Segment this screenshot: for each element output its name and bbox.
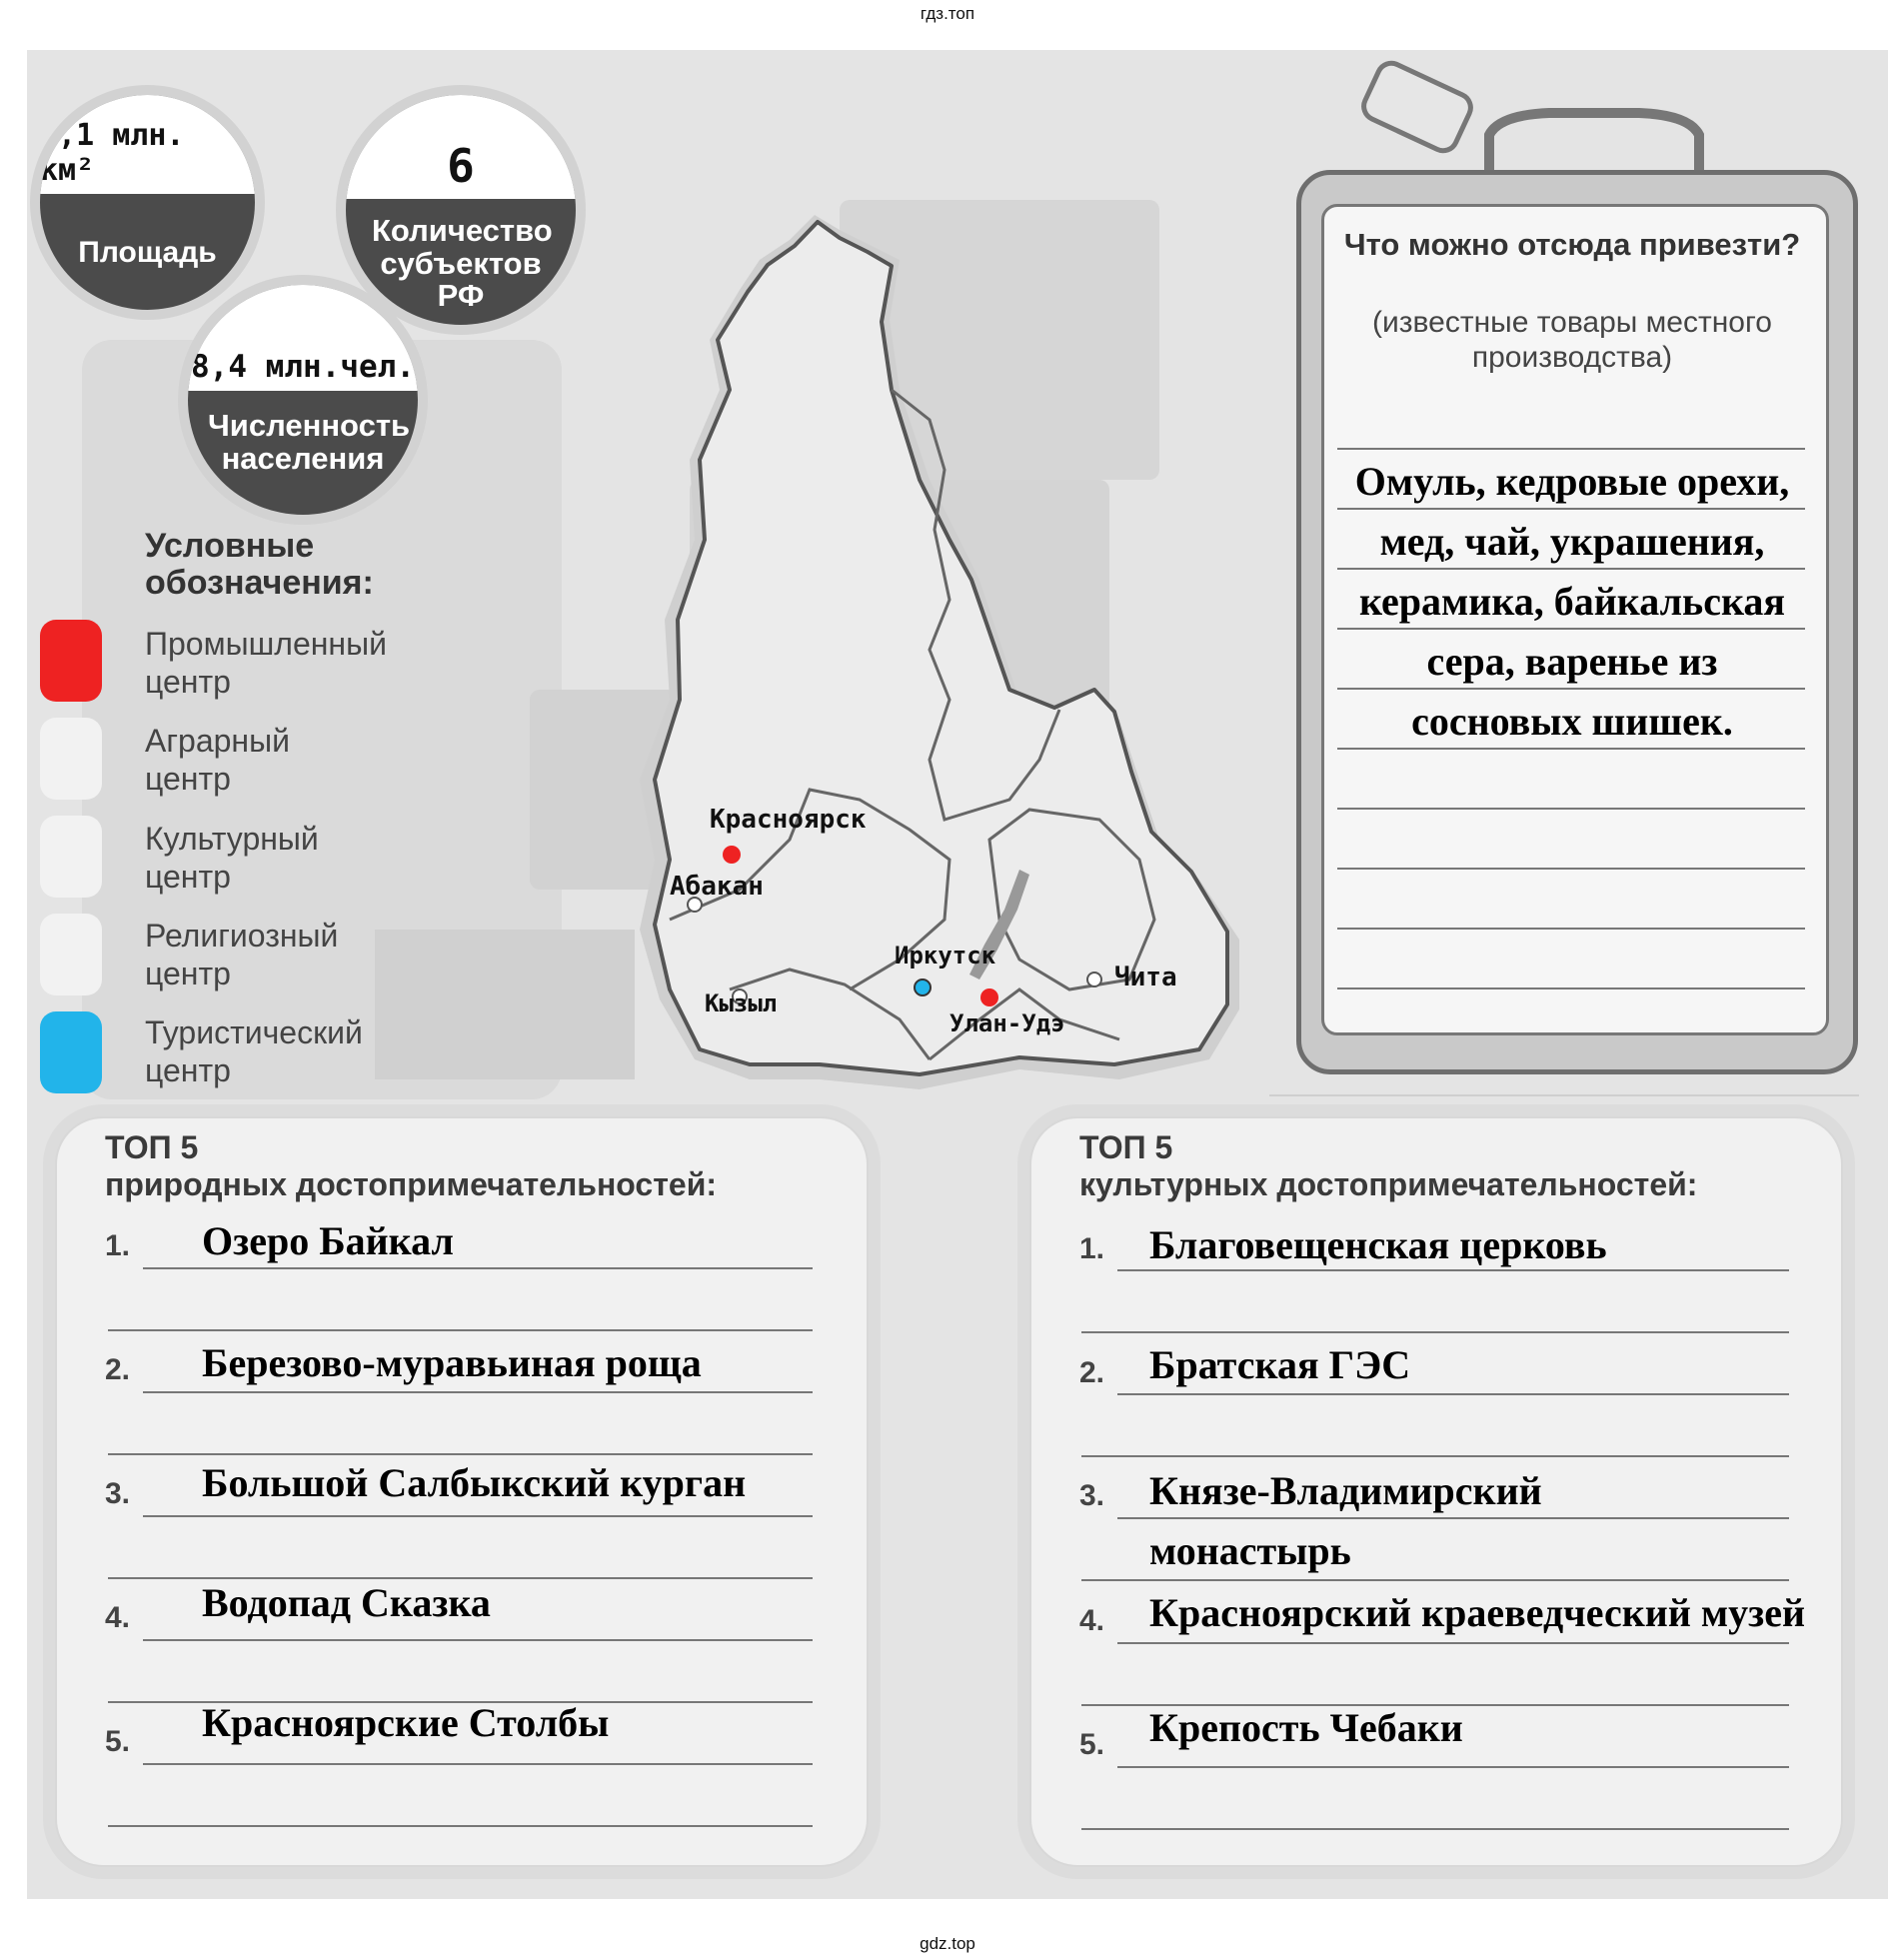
write-line — [1337, 987, 1805, 989]
write-line — [143, 1763, 813, 1765]
write-line — [108, 1453, 813, 1455]
legend-item-tourist: Туристический центр — [145, 1014, 363, 1089]
city-label-abakan: Абакан — [670, 872, 764, 902]
souvenir-subtitle: (известные товары местного производства) — [1372, 306, 1772, 374]
cultural-item-5: Крепость Чебаки — [1149, 1705, 1463, 1750]
cultural-item-4: Красноярский краеведческий музей — [1149, 1590, 1805, 1635]
natural-item-5: Красноярские Столбы — [202, 1700, 610, 1745]
natural-item-number: 3. — [105, 1477, 131, 1510]
natural-item-number: 4. — [105, 1601, 131, 1634]
watermark-top: гдз.топ — [920, 4, 975, 23]
city-label-krasnoyarsk: Красноярск — [710, 805, 867, 835]
cultural-item-number: 2. — [1079, 1356, 1105, 1389]
natural-item-4: Водопад Сказка — [202, 1580, 491, 1625]
natural-item-number: 1. — [105, 1229, 131, 1262]
souvenir-title: Что можно отсюда привезти? — [1343, 227, 1801, 262]
watermark-bottom: gdz.top — [920, 1934, 975, 1953]
bg-panel — [375, 930, 635, 1079]
subjects-label: Количество субъектов РФ — [372, 213, 553, 314]
cultural-item-2: Братская ГЭС — [1149, 1342, 1411, 1387]
write-line — [1117, 1269, 1789, 1271]
write-line — [143, 1515, 813, 1517]
write-line — [143, 1391, 813, 1393]
cultural-item-number: 3. — [1079, 1479, 1105, 1512]
area-value: 4,1 млн. км² — [40, 95, 255, 194]
natural-item-2: Березово-муравьиная роща — [202, 1340, 702, 1385]
subjects-value: 6 — [346, 95, 576, 199]
write-line — [143, 1639, 813, 1641]
area-label: Площадь — [78, 236, 217, 269]
natural-item-number: 2. — [105, 1353, 131, 1386]
write-line — [1081, 1579, 1789, 1581]
write-line — [1117, 1393, 1789, 1395]
city-marker-chita — [1087, 973, 1101, 986]
write-line — [1117, 1766, 1789, 1768]
cultural-item-number: 1. — [1079, 1232, 1105, 1265]
cultural-top5-subheading: культурных достопримечательностей: — [1079, 1166, 1698, 1202]
write-line — [1081, 1828, 1789, 1830]
city-label-kyzyl: Кызыл — [705, 989, 778, 1017]
city-label-chita: Чита — [1114, 963, 1177, 992]
population-value: 8,4 млн.чел. — [188, 285, 418, 391]
write-line — [1081, 1455, 1789, 1457]
city-marker-krasnoyarsk — [723, 846, 741, 864]
write-line — [1337, 808, 1805, 810]
legend-item-industrial: Промышленный центр — [145, 626, 387, 701]
population-stat-circle — [188, 285, 418, 515]
natural-top5-heading: ТОП 5 — [105, 1129, 199, 1165]
write-line — [143, 1267, 813, 1269]
city-label-ulan-ude: Улан-Удэ — [949, 1009, 1065, 1037]
natural-item-number: 5. — [105, 1725, 131, 1758]
natural-top5-subheading: природных достопримечательностей: — [105, 1166, 718, 1202]
legend-swatch-cultural — [40, 816, 102, 898]
legend-swatch-agrarian — [40, 718, 102, 800]
city-marker-ulan-ude — [980, 988, 998, 1006]
legend-item-religious: Религиозный центр — [145, 918, 339, 992]
write-line — [1117, 1642, 1789, 1644]
city-marker-irkutsk — [915, 980, 931, 995]
legend-swatch-industrial — [40, 620, 102, 702]
cultural-item-3: Князе-Владимирский монастырь — [1149, 1468, 1542, 1573]
area-stat-circle — [40, 95, 255, 310]
bg-line — [1269, 1094, 1859, 1096]
legend-title: Условные обозначения: — [145, 527, 374, 603]
legend-item-agrarian: Аграрный центр — [145, 723, 290, 798]
cultural-item-1: Благовещенская церковь — [1149, 1222, 1607, 1267]
write-line — [108, 1825, 813, 1827]
natural-item-1: Озеро Байкал — [202, 1218, 454, 1263]
population-label: Численность населения — [208, 408, 411, 476]
souvenir-answer: Омуль, кедровые орехи, мед, чай, украшения, керамика, байкальская сера, варенье из сосновых шишек. — [1354, 459, 1790, 744]
cultural-item-number: 5. — [1079, 1728, 1105, 1761]
cultural-item-number: 4. — [1079, 1604, 1105, 1637]
write-line — [1337, 448, 1805, 450]
legend-swatch-religious — [40, 914, 102, 995]
natural-item-3: Большой Салбыкский курган — [202, 1460, 747, 1505]
write-line — [1337, 868, 1805, 870]
write-line — [1337, 928, 1805, 930]
city-label-irkutsk: Иркутск — [895, 942, 996, 970]
write-line — [108, 1329, 813, 1331]
cultural-top5-heading: ТОП 5 — [1079, 1129, 1173, 1165]
write-line — [1081, 1331, 1789, 1333]
legend-swatch-tourist — [40, 1011, 102, 1093]
legend-item-cultural: Культурный центр — [145, 821, 319, 896]
suitcase-handle-icon — [1349, 55, 1819, 185]
write-line — [1117, 1517, 1789, 1519]
